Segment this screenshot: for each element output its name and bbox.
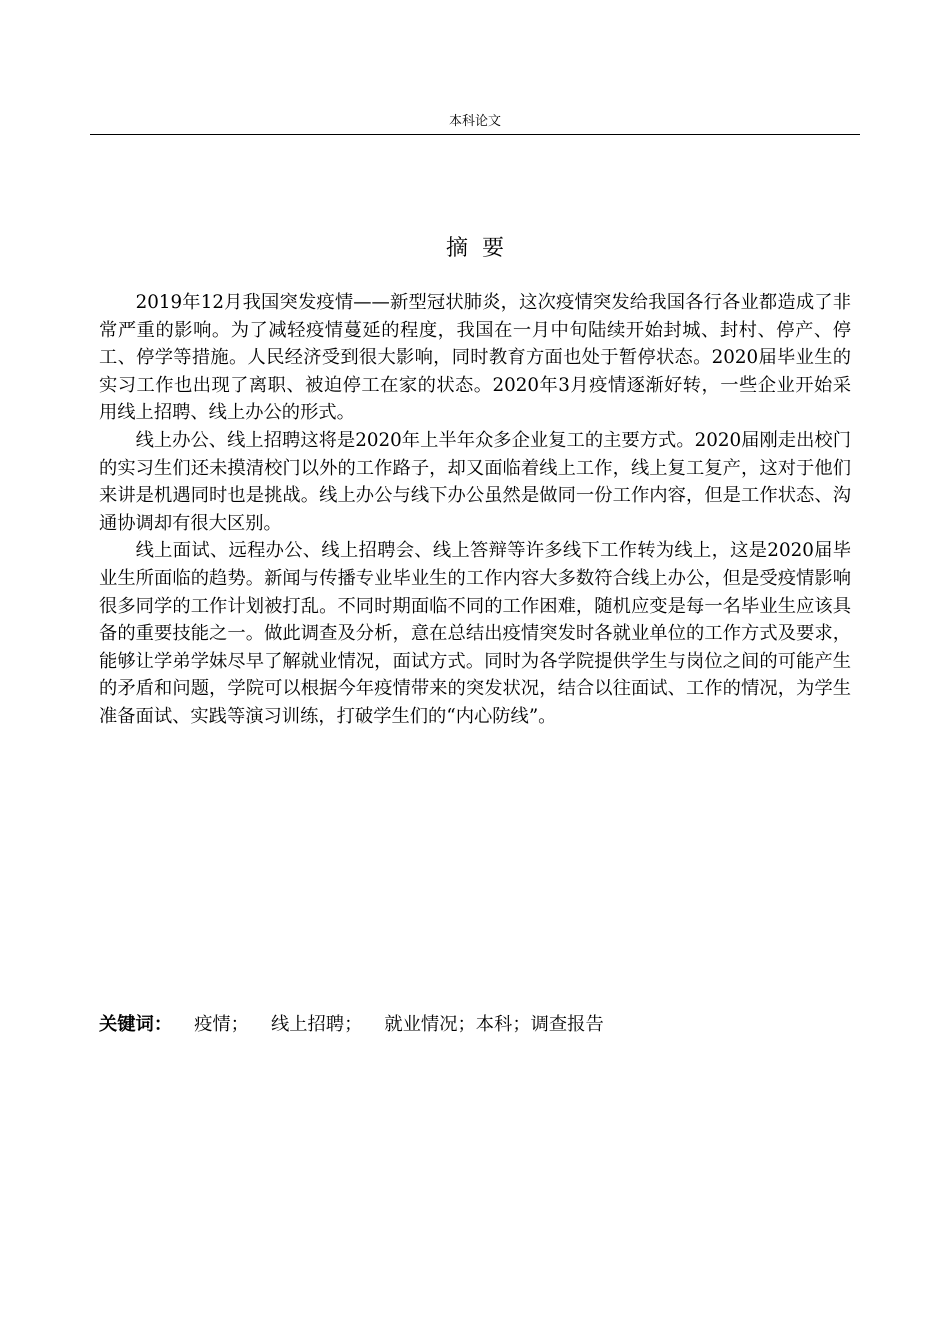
abstract-paragraph: 线上面试、远程办公、线上招聘会、线上答辩等许多线下工作转为线上，这是2020届毕业生所面临的趋势。新闻与传播专业毕业生的工作内容大多数符合线上办公，但是受疫情影响很多同学的工作计划被打乱。不同时期面临不同的工作困难，随机应变是每一名毕业生应该具备的重要技能之一。做此调查及分析，意在总结出疫情突发时各就业单位的工作方式及要求，能够让学弟学妹尽早了解就业情况，面试方式。同时为各学院提供学生与岗位之间的可能产生的矛盾和问题，学院可以根据今年疫情带来的突发状况，结合以往面试、工作的情况，为学生准备面试、实践等演习训练，打破学生们的“内心防线”。: [99, 540, 851, 727]
keywords-label: 关键词：: [99, 1014, 173, 1035]
header-text: 本科论文: [448, 114, 501, 129]
keyword-item: 调查报告: [530, 1014, 604, 1035]
abstract-paragraph: 线上办公、线上招聘这将是2020年上半年众多企业复工的主要方式。2020届刚走出校门的实习生们还未摸清校门以外的工作路子，却又面临着线上工作，线上复工复产，这对于他们来讲是机遇同时也是挑战。线上办公与线下办公虽然是做同一份工作内容，但是工作状态、沟通协调却有很大区别。: [99, 429, 851, 534]
keywords-line: [99, 1011, 851, 1039]
keyword-item: 就业情况；: [384, 1014, 476, 1035]
keyword-item: 线上招聘；: [270, 1014, 363, 1035]
abstract-title: 摘要: [445, 236, 518, 261]
keyword-item: 本科；: [475, 1014, 531, 1035]
abstract-body: [99, 289, 851, 731]
page-header: [90, 114, 860, 135]
abstract-paragraph: 2019年12月我国突发疫情——新型冠状肺炎，这次疫情突发给我国各行各业都造成了非常严重的影响。为了减轻疫情蔓延的程度，我国在一月中旬陆续开始封城、封村、停产、停工、停学等措施。人民经济受到很大影响，同时教育方面也处于暂停状态。2020届毕业生的实习工作也出现了离职、被迫停工在家的状态。2020年3月疫情逐渐好转，一些企业开始采用线上招聘、线上办公的形式。: [99, 292, 851, 424]
keyword-item: 疫情；: [194, 1014, 249, 1035]
